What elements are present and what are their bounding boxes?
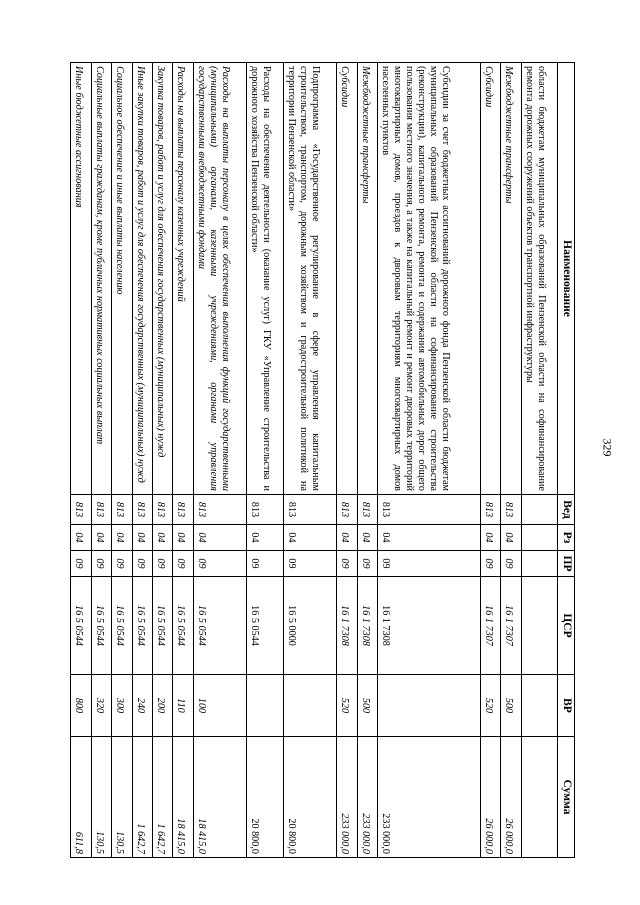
header-csr: ЦСР [558,577,575,675]
cell-pr: 09 [193,551,246,577]
cell-sum: 26 000,0 [480,737,500,858]
cell-ved: 813 [337,495,357,525]
cell-name: области бюджетам муниципальных образований Пензенской области на софинансирование ремонта дорожных сооружений объектов транспортной инфраструктуры [521,63,558,495]
cell-name: Расходы на выплаты персоналу в целях обеспечения выполнения функций государственными (муниципальными) органами, казенными учреждениями, органами управления государственными внебюджетными фондами [193,63,246,495]
cell-sum: 20 800,0 [284,737,337,858]
cell-rz: 04 [247,525,284,551]
cell-sum: 130,5 [91,737,111,858]
cell-name: Иные закупки товаров, работ и услуг для обеспечения государственных (муниципальных) нужд [132,63,152,495]
cell-pr: 09 [501,551,521,577]
cell-csr: 16 1 7308 [357,577,377,675]
cell-name: Закупка товаров, работ и услуг для обеспечения государственных (муниципальных) нужд [152,63,172,495]
cell-rz: 04 [112,525,132,551]
cell-csr: 16 1 7308 [378,577,480,675]
cell-csr: 16 5 0544 [71,577,92,675]
cell-sum: 18 415,0 [173,737,193,858]
cell-csr: 16 5 0544 [193,577,246,675]
cell-rz: 04 [91,525,111,551]
table-body [71,63,558,858]
cell-pr: 09 [337,551,357,577]
cell-sum: 233 000,0 [357,737,377,858]
table-header-row [558,63,575,858]
cell-csr: 16 5 0544 [152,577,172,675]
cell-csr: 16 5 0544 [112,577,132,675]
cell-sum: 1 642,7 [132,737,152,858]
cell-name: Иные бюджетные ассигнования [71,63,92,495]
cell-sum: 233 000,0 [378,737,480,858]
cell-name: Субсидии за счет бюджетных ассигнований дорожного фонда Пензенской области бюджетам муниципальных образований Пензенской области на софинансирование строительства (реконструкции), капитального ремонта, ремонта и содержания автомобильных дорог общего пользования местного значения, а также на капитальный ремонт и ремонт дворовых территорий многоквартирных домов, проездов к дворовым территориям многоквартирных домов населенных пунктов [378,63,480,495]
cell-name: Субсидии [337,63,357,495]
cell-vr: 800 [71,675,92,737]
cell-name: Социальные выплаты гражданам, кроме публичных нормативных социальных выплат [91,63,111,495]
cell-csr: 16 1 7307 [480,577,500,675]
cell-sum: 233 000,0 [337,737,357,858]
cell-pr: 09 [152,551,172,577]
budget-table [70,62,575,858]
cell-ved: 813 [378,495,480,525]
table-row [378,63,480,858]
cell-csr: 16 1 7307 [501,577,521,675]
cell-rz: 04 [132,525,152,551]
table-row [71,63,92,858]
cell-sum: 18 415,0 [193,737,246,858]
table-row [521,63,558,858]
cell-rz: 04 [284,525,337,551]
cell-pr: 09 [480,551,500,577]
table-row [91,63,111,858]
table-row [480,63,500,858]
table-row [112,63,132,858]
cell-ved: 813 [132,495,152,525]
header-rz: Рз [558,525,575,551]
cell-rz: 04 [152,525,172,551]
cell-pr: 09 [132,551,152,577]
cell-pr: 09 [284,551,337,577]
cell-name: Социальное обеспечение и иные выплаты населению [112,63,132,495]
table-row [337,63,357,858]
cell-csr [521,577,558,675]
cell-vr [521,675,558,737]
table-row [284,63,337,858]
header-pr: ПР [558,551,575,577]
table-row [193,63,246,858]
cell-ved: 813 [91,495,111,525]
cell-csr: 16 5 0544 [247,577,284,675]
cell-ved: 813 [71,495,92,525]
header-vr: ВР [558,675,575,737]
cell-vr [247,675,284,737]
cell-name: Расходы на выплаты персоналу казенных учреждений [173,63,193,495]
cell-vr: 320 [91,675,111,737]
cell-csr: 16 5 0544 [132,577,152,675]
cell-pr: 09 [91,551,111,577]
cell-rz: 04 [193,525,246,551]
cell-name: Межбюджетные трансферты [501,63,521,495]
cell-sum: 20 800,0 [247,737,284,858]
cell-pr: 09 [357,551,377,577]
cell-pr: 09 [112,551,132,577]
cell-name: Субсидии [480,63,500,495]
cell-rz: 04 [337,525,357,551]
cell-csr: 16 5 0000 [284,577,337,675]
table-row [501,63,521,858]
cell-ved: 813 [501,495,521,525]
cell-name: Межбюджетные трансферты [357,63,377,495]
cell-vr: 520 [480,675,500,737]
cell-csr: 16 5 0544 [91,577,111,675]
cell-sum: 611,8 [71,737,92,858]
header-sum: Сумма [558,737,575,858]
cell-name: Подпрограмма «Государственное регулирование в сфере управления капитальным строительством, транспортом, дорожным хозяйством и градостроительной политикой на территории Пензенской области» [284,63,337,495]
cell-ved: 813 [247,495,284,525]
cell-rz: 04 [378,525,480,551]
cell-csr: 16 5 0544 [173,577,193,675]
rotated-table-wrapper [70,62,575,857]
cell-rz: 04 [480,525,500,551]
header-ved: Вед [558,495,575,525]
table-row [247,63,284,858]
cell-vr [284,675,337,737]
header-name: Наименование [558,63,575,495]
cell-ved: 813 [193,495,246,525]
cell-pr [521,551,558,577]
cell-rz [521,525,558,551]
cell-vr: 500 [501,675,521,737]
cell-sum: 1 642,7 [152,737,172,858]
cell-rz: 04 [71,525,92,551]
cell-ved: 813 [173,495,193,525]
cell-rz: 04 [357,525,377,551]
cell-pr: 09 [71,551,92,577]
table-row [132,63,152,858]
cell-ved [521,495,558,525]
cell-ved: 813 [112,495,132,525]
cell-pr: 09 [378,551,480,577]
cell-ved: 813 [284,495,337,525]
cell-rz: 04 [501,525,521,551]
cell-vr: 520 [337,675,357,737]
cell-vr [378,675,480,737]
table-row [357,63,377,858]
cell-name: Расходы на обеспечение деятельности (оказание услуг) ГКУ «Управление строительства и дорожного хозяйства Пензенской области» [247,63,284,495]
cell-vr: 300 [112,675,132,737]
cell-vr: 500 [357,675,377,737]
cell-vr: 110 [173,675,193,737]
cell-rz: 04 [173,525,193,551]
table-row [173,63,193,858]
cell-ved: 813 [357,495,377,525]
cell-ved: 813 [480,495,500,525]
cell-vr: 240 [132,675,152,737]
table-row [152,63,172,858]
cell-sum: 130,5 [112,737,132,858]
page-number: 329 [600,438,615,457]
cell-pr: 09 [247,551,284,577]
cell-vr: 100 [193,675,246,737]
cell-sum: 26 000,0 [501,737,521,858]
cell-pr: 09 [173,551,193,577]
cell-ved: 813 [152,495,172,525]
cell-csr: 16 1 7308 [337,577,357,675]
cell-vr: 200 [152,675,172,737]
cell-sum [521,737,558,858]
